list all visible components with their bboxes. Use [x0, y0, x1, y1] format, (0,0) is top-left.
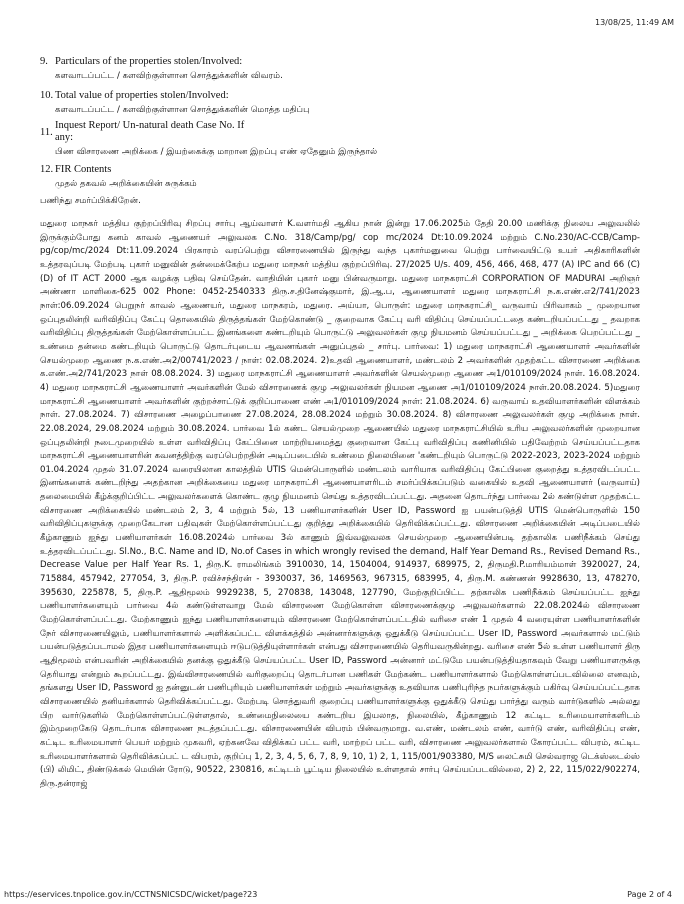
item-11: [40, 120, 640, 160]
item-label-english: FIR Contents: [55, 164, 112, 175]
item-12: [40, 164, 640, 212]
item-label-tamil: களவாடப்பட்ட / களவிற்குள்ளான சொத்துக்களின் மொத்த மதிப்பு: [55, 105, 310, 115]
fir-contents-body: [40, 218, 640, 868]
fir-contents-text: மதுரை மாநகர் மத்திய குற்றப்பிரிவு சிறப்பு சார்பு ஆய்வாளர் K.வளர்மதி ஆகிய நான் இன்று 17.06.2025ம் தேதி 20.00 மணிக்கு நிலைய அலுவலில் இருக்கும்போது கனம் காவல் ஆணையர் அலுவலக C.No. 318/Camp/pg/ cop mc/2024 Dt:10.09.2024 மற்றும் C.No.230/AC-CCB/Camp-pg/cop/mc/2024 Dt:11.09.2024 பிரகாரம் வரப்பெற்று விசாரணையில் இருந்து வந்த புகார்மனுவை பெற்று பார்வையிட்டு உயர் அதிகாரிகளின் உத்தரவுப்படி மேற்படி புகார் மனுவின் தன்மைக்கேற்ப மதுரை மாநகர் மத்திய குற்றப்பிரிவு. 27/2025 U/s. 409, 456, 466, 468, 477 (A) IPC and 66 (C) (D) of IT ACT 2000 ஆக வழக்கு பதிவு செய்தேன். வாதியின் புகார் மனு பின்வருமாறு. மதுரை மாநகராட்சி CORPORATION OF MADURAI அறிஞர் அண்ணா மாளிகை-625 002 Phone: 0452-2540333 திரு.ச.தினேஷ்குமார், இ.ஆ.ப, ஆணையாளர் மதுரை மாநகராட்சி ந.க.எண்.எ2/741/2023 நாள்:06.09.2024 பெறுநர் காவல் ஆணையர், மதுரை மாநகரம், மதுரை. அய்யா, பொருள்: மதுரை மாநகராட்சி_ வருவாய் பிரிவாகம் _ முறையான ஒப்புதலின்றி வரிவிதிப்பு கேட்பு தொகையில் திருத்தங்கள் மேற்கொண்டு _ குறைவாக கேட்பு வரி விதிப்பு செய்யப்பட்டதை கண்டறியப்பட்டது _ தவறாக வரிவிதிப்பு திருத்தங்கள் மேற்கொள்ளப்பட்ட இனங்களை கண்டறியும் பொருட்டு அலுவலர்கள் குழு நியமனம் செய்யப்பட்டது _ அறிக்கை பெறப்பட்டது _ உண்மை தன்மை கண்டறியும் பொருட்டு தொடர்புடைய ஆவணங்கள் அனுப்புதல் _ சார்பு. பார்வை: 1) மதுரை மாநகராட்சி ஆணையாளர் அவர்களின் செயல்முறை ஆணை ந.க.எண்.அ2/00741/2023 / நாள்: 02.08.2024. 2)உதவி ஆணையாளர், மண்டலம் 2 அவர்களின் முதற்கட்ட விசாரணை அறிக்கை க.எண்.அ2/741/2023 நாள் 08.08.2024. 3) மதுரை மாநகராட்சி ஆணையாளர் அவர்களின் செயல்முறை ஆணை அ1/010109/2024 நாள். 16.08.2024. 4) மதுரை மாநகராட்சி ஆணையாளர் அவர்களின் மேல் விசாரணைக் குழு அலுவலர்கள் நியமன ஆணை அ1/010109/2024 நாள்.20.08.2024. 5)மதுரை மாநகராட்சி ஆணையாளர் அவர்களின் குற்றச்சாட்டுக் குறிப்பாணை எண் அ1/010109/2024 நாள்: 21.08.2024. 6) வருவாய் உதவியாளர்களின் விளக்கம் நாள். 27.08.2024. 7) விசாரணை அழைப்பாணை 27.08.2024, 28.08.2024 மற்றும் 30.08.2024. 8) விசாரணை அலுவலர்கள் குழு அறிக்கை நாள். 22.08.2024, 29.08.2024 மற்றும் 30.08.2024. பார்வை 1ல் கண்ட செயல்முறை ஆணையில் மதுரை மாநகராட்சியில் உரிய அலுவலர்களின் முறையான ஒப்புதலின்றி நடைமுறையில் உள்ள வரிவிதிப்பு கேட்பினை மாற்றியமைத்து குறைவான கேட்பு வரிவிதிப்பு கணினியில் பதிவேற்றம் செய்யப்பட்டதாக மாநகராட்சி ஆணையாளரின் கவனத்திற்கு வரப்பெற்றதின் அடிப்படையில் உண்மை நிலையினை 'கண்டறியும் பொருட்டு 2022-2023, 2023-2024 மற்றும் 01.04.2024 முதல் 31.07.2024 வரையிலான காலத்தில் UTIS மென்பொருளில் மண்டலம் வாரியாக வரிவிதிப்பு கேட்பினை குறைத்து உத்தரவிடப்பட்ட இனங்களைக் கண்டறிந்து அதற்கான அறிக்கையை மதுரை மாநகராட்சி ஆணையாளரிடம் சமர்ப்பிக்கப்படும் வகையில் உதவி ஆணையாளர் (வருவாய்) தலைமையில் கீழ்க்குறிப்பிட்ட அலுவலர்களைக் கொண்ட குழு நியமனம் செய்து உத்தரவிடப்பட்டது. அதனை தொடர்ந்து பார்வை 2ல் கண்டுள்ள முதற்கட்ட விசாரணை அறிக்கையில் மண்டலம் 2, 3, 4 மற்றும் 5ல், 13 பணியாளர்களின் User ID, Password ஐ பயன்படுத்தி UTIS மென்பொருளில் 150 வரிவிதிப்புகளுக்கு முறைகேடான பதிவுகள் மேற்கொள்ளப்பட்டது குறித்து அறிக்கையில் தெரிவிக்கப்பட்டது. விசாரணை அறிக்கையின் அடிப்படையில் கீழ்காணும் ஐந்து பணியாளர்கள் 16.08.2024ல் பார்வை 3ல் காணும் இவ்வலுவலக செயல்முறை ஆணையின்படி தற்காலிக பணிநீக்கம் செய்து உத்தரவிடப்பட்டது. Sl.No., B.C. Name and ID, No.of Cases in which wrongly revised the demand, Half Year Demand Rs., Revised Demand Rs., Decrease Value per Half Year Rs. 1, திரு.K. ராமலிங்கம் 3910030, 14, 1504004, 914937, 689975, 2, திருமதி.P.மாரியம்மாள் 3920027, 24, 715884, 457942, 277054, 3, திரு.P. ரவிச்சந்திரன் - 3930037, 36, 1469563, 967315, 683995, 4, திரு.M. கண்ணன் 9928630, 13, 478270, 395630, 225878, 5, திரு.P. ஆதிமூலம் 9929238, 5, 270838, 143048, 127790, மேற்குறிப்பிட்ட தற்காலிக பணிநீக்கம் செய்யப்பட்ட ஐந்து பணியாளர்களையும் பார்வை 4ல் கண்டுள்ளவாறு மேல் விசாரணை மேற்கொள்ள விசாரணைக்குழு அலுவலர்களால் 22.08.2024ல் விசாரணை மேற்கொள்ளப்பட்டது. மேற்காணும் ஐந்து பணியாளர்களையும் விசாரணை மேற்கொள்ளப்பட்டதில் வரிசை எண் 1 முதல் 4 வரையுள்ள பணியாளர்களின் நேர் விசாரணையிலும், பணியாளர்களால் அளிக்கப்பட்ட விளக்கத்தில் அன்னார்களுக்கு ஒதுக்கீடு செய்யப்பட்ட User ID, Password அவர்களால் மட்டும் பயன்படுத்தப்படாமல் இதர பணியாளர்களையும் ஈடுபடுத்தியுள்ளார்கள் என்பது விசாரணையில் தெரியவருகின்றது. வரிசை எண் 5ல் உள்ள பணியாளர் திரு ஆதிமூலம் என்பவரின் அறிக்கையில் தனக்கு ஒதுக்கீடு செய்யப்பட்ட User ID, Password அன்னார் மட்டுமே பயன்படுத்தியதாகவும் வேறு பணியாளருக்கு தெரியாது என்றும் கூறப்பட்டது. இவ்விசாரணையில் வரிகுறைப்பு தொடர்பான பணிகள் மேற்கண்ட பணியாளர்களால் மேற்கொள்ளப்படவில்லை எனவும், தங்களது User ID, Password ஐ தன்னுடன் பணிபுரியும் பணியாளர்கள் மற்றும் அவர்களுக்கு உதவியாக பணிபுரிந்த நபர்களுக்கும் பகிர்வு செய்யப்பட்டதாக விசாரணையில் தனியர்களால் தெரிவிக்கப்பட்டது. மேற்படி சொத்துவரி குறைப்பு பணியாளர்களுக்கு ஒதுக்கீடு செய்து பார்த்து வரும் வார்டுகளில் அல்லது பிற வார்டுகளில் மேற்கொள்ளப்பட்டுள்ளதால், உண்மைநிலையை கண்டறிய இயலாத, நிலையில், கீழ்காணும் 12 கட்டிட உரிமையாளர்களிடம் இம்முறைகேடு தொடர்பாக விசாரணை நடத்தப்பட்டது. விசாரணையின் விபரம் பின்வருமாறு. வ.எண், மண்டலம் எண், வார்டு எண், வரிவிதிப்பு எண், கட்டிட உரிமையாளர் பெயர் மற்றும் முகவரி, ஏற்கனவே விதிக்கப் பட்ட வரி, மாற்றப் பட்ட வரி, விசாரணை அலுவலர்களால் கோரப்பட்ட விபரம், கட்டிட உரிமையாளர்களால் தெரிவிக்கப்பட் ட விபரம், குறிப்பு 1, 2, 3, 4, 5, 6, 7, 8, 9, 10, 1) 2, 1, 115/001/903380, M/S லைட்சுமி செல்வராஜ டெக்ஸ்டைல்ஸ் (பி) லிமிட், திண்டுக்கல் மெயின் ரோடு, 90522, 230816, கட்டிடம் பூட்டிய நிலையில் உள்ளதால் சார்பு செய்யப்படவில்லை, 2) 2, 22, 115/022/902274, திரு.தன்ராஜ்: [40, 219, 640, 789]
item-label-english: Particulars of the properties stolen/Involved:: [55, 56, 243, 67]
submission-note: பணிந்து சமர்ப்பிக்கிறேன்.: [40, 196, 141, 206]
item-number: 10.: [40, 90, 54, 101]
item-10: [40, 90, 640, 120]
item-label-english: Inquest Report/ Un-natural death Case No. If: [55, 120, 245, 131]
item-label-tamil: பிண விசாரணை அறிக்கை / இயற்கைக்கு மாறான இறப்பு எண் ஏதேனும் இருந்தால்: [55, 147, 378, 157]
item-9: [40, 56, 640, 86]
print-datetime: 13/08/25, 11:49 AM: [595, 18, 674, 27]
page-url: https://eservices.tnpolice.gov.in/CCTNSNICSDC/wicket/page?23: [4, 890, 258, 899]
item-number: 9.: [40, 56, 48, 67]
item-number: 12.: [40, 164, 54, 175]
page-number: Page 2 of 4: [627, 890, 672, 899]
item-number: 11.: [40, 127, 53, 138]
item-label-tamil: முதல் தகவல் அறிக்கையின் சுருக்கம்: [55, 179, 197, 189]
item-label-english-cont: any:: [55, 132, 74, 143]
item-label-tamil: களவாடப்பட்ட / களவிற்குள்ளான சொத்துக்களின் விவரம்.: [55, 71, 283, 81]
item-label-english: Total value of properties stolen/Involved:: [55, 90, 229, 101]
